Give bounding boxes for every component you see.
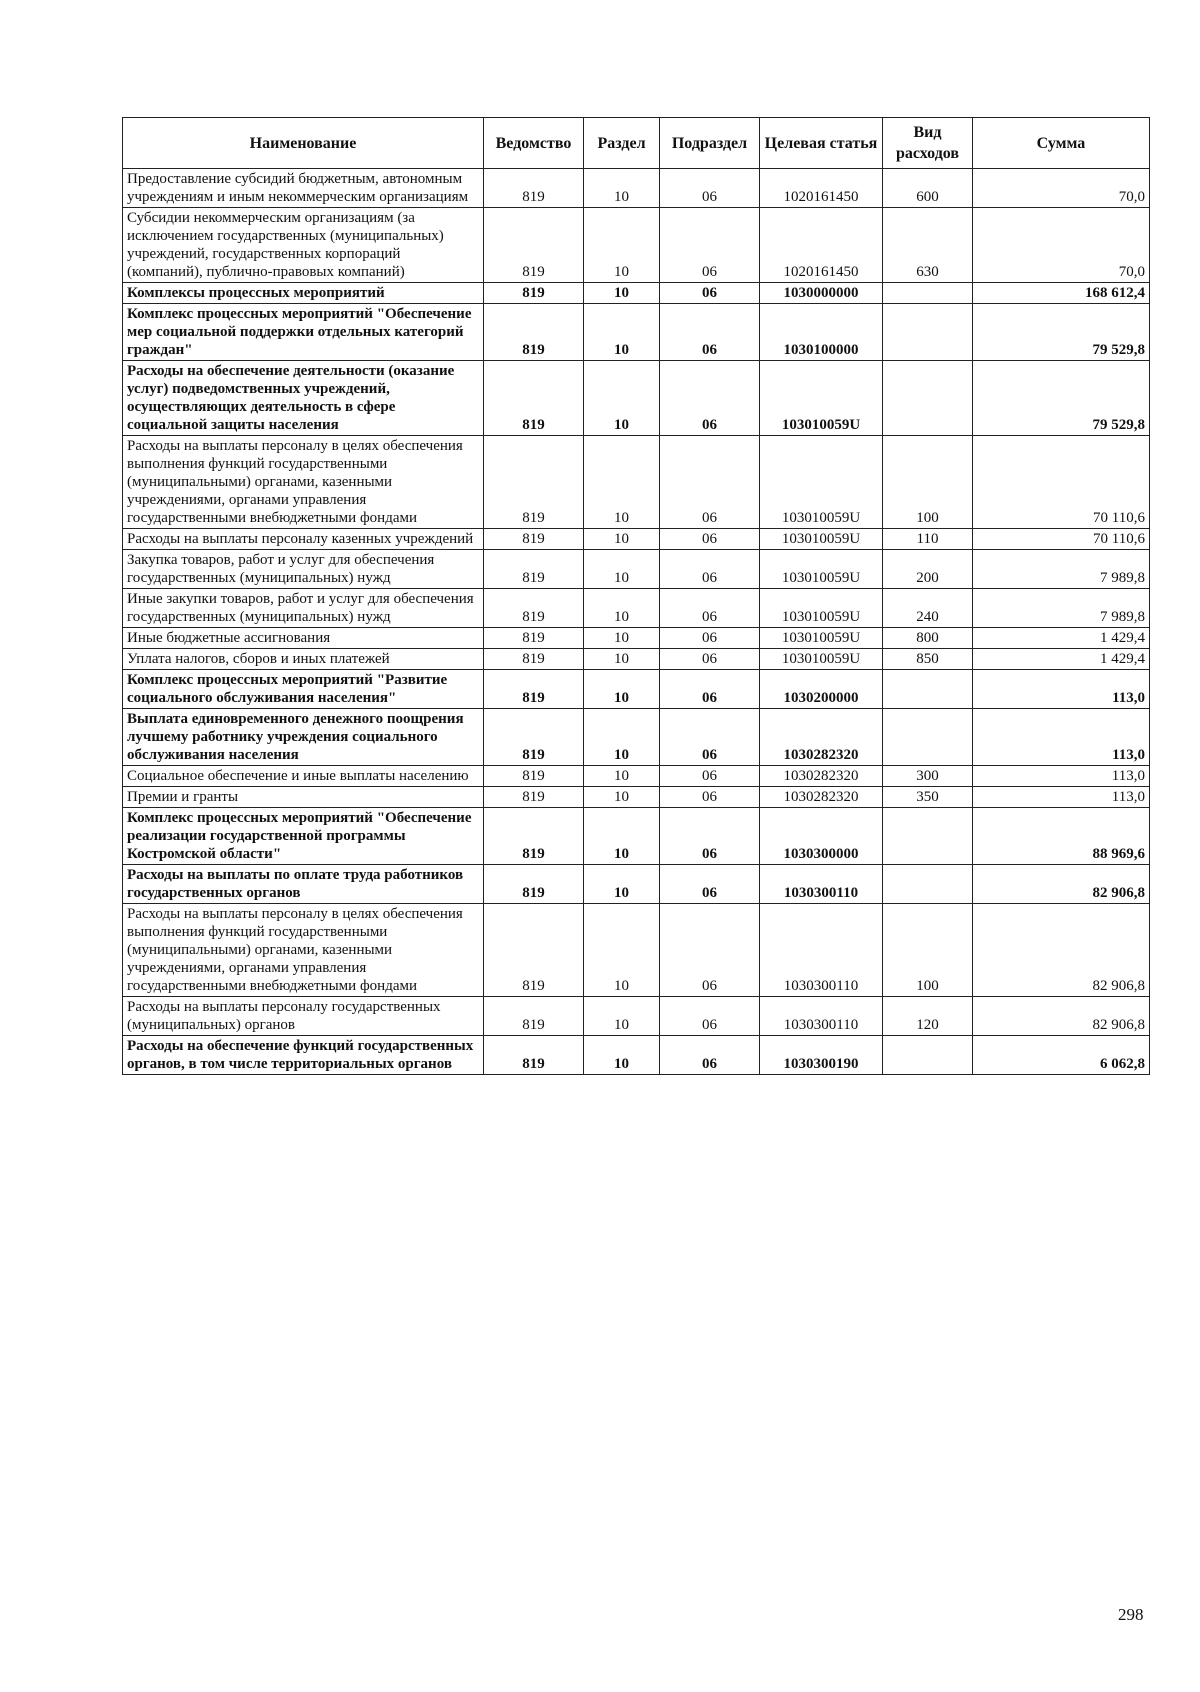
- cell-summa: 82 906,8: [973, 865, 1150, 904]
- cell-vid-raskhodov: 240: [883, 589, 973, 628]
- cell-vedomstvo: 819: [484, 169, 584, 208]
- budget-table: [122, 117, 1150, 1075]
- table-header-row: [123, 118, 1150, 169]
- cell-razdel: 10: [584, 808, 660, 865]
- cell-podrazdel: 06: [660, 670, 760, 709]
- header-summa: Сумма: [973, 118, 1150, 169]
- cell-vid-raskhodov: 600: [883, 169, 973, 208]
- cell-vid-raskhodov: 800: [883, 628, 973, 649]
- cell-name: Закупка товаров, работ и услуг для обеспечения государственных (муниципальных) нужд: [123, 550, 484, 589]
- cell-vid-raskhodov: 630: [883, 208, 973, 283]
- cell-razdel: 10: [584, 169, 660, 208]
- cell-name: Иные бюджетные ассигнования: [123, 628, 484, 649]
- cell-podrazdel: 06: [660, 361, 760, 436]
- cell-name: Премии и гранты: [123, 787, 484, 808]
- cell-name: Расходы на обеспечение деятельности (оказание услуг) подведомственных учреждений, осуществляющих деятельность в сфере социальной защиты населения: [123, 361, 484, 436]
- cell-podrazdel: 06: [660, 1036, 760, 1075]
- cell-vedomstvo: 819: [484, 589, 584, 628]
- header-tselevaya-statya: Целевая статья: [760, 118, 883, 169]
- cell-vedomstvo: 819: [484, 670, 584, 709]
- cell-tselevaya-statya: 103010059U: [760, 550, 883, 589]
- cell-summa: 70,0: [973, 208, 1150, 283]
- table-row: [123, 1036, 1150, 1075]
- cell-podrazdel: 06: [660, 766, 760, 787]
- cell-tselevaya-statya: 1030300110: [760, 904, 883, 997]
- cell-vedomstvo: 819: [484, 766, 584, 787]
- cell-tselevaya-statya: 1020161450: [760, 208, 883, 283]
- cell-summa: 82 906,8: [973, 904, 1150, 997]
- cell-razdel: 10: [584, 709, 660, 766]
- cell-summa: 70 110,6: [973, 529, 1150, 550]
- cell-vedomstvo: 819: [484, 787, 584, 808]
- cell-razdel: 10: [584, 361, 660, 436]
- cell-tselevaya-statya: 1030300000: [760, 808, 883, 865]
- cell-vedomstvo: 819: [484, 808, 584, 865]
- cell-summa: 79 529,8: [973, 304, 1150, 361]
- table-row: [123, 589, 1150, 628]
- cell-tselevaya-statya: 1020161450: [760, 169, 883, 208]
- cell-podrazdel: 06: [660, 865, 760, 904]
- cell-summa: 70,0: [973, 169, 1150, 208]
- cell-tselevaya-statya: 1030300190: [760, 1036, 883, 1075]
- cell-vid-raskhodov: 350: [883, 787, 973, 808]
- cell-tselevaya-statya: 103010059U: [760, 436, 883, 529]
- cell-summa: 168 612,4: [973, 283, 1150, 304]
- table-row: [123, 787, 1150, 808]
- cell-tselevaya-statya: 1030282320: [760, 709, 883, 766]
- cell-razdel: 10: [584, 304, 660, 361]
- cell-name: Комплекс процессных мероприятий "Развитие социального обслуживания населения": [123, 670, 484, 709]
- cell-tselevaya-statya: 1030000000: [760, 283, 883, 304]
- cell-tselevaya-statya: 1030282320: [760, 766, 883, 787]
- cell-summa: 88 969,6: [973, 808, 1150, 865]
- cell-summa: 79 529,8: [973, 361, 1150, 436]
- page-number: 298: [1118, 1605, 1144, 1624]
- table-row: [123, 808, 1150, 865]
- cell-podrazdel: 06: [660, 208, 760, 283]
- cell-vid-raskhodov: [883, 1036, 973, 1075]
- cell-vedomstvo: 819: [484, 529, 584, 550]
- cell-summa: 113,0: [973, 709, 1150, 766]
- cell-vid-raskhodov: [883, 283, 973, 304]
- table-row: [123, 283, 1150, 304]
- cell-name: Расходы на выплаты персоналу казенных учреждений: [123, 529, 484, 550]
- cell-name: Расходы на выплаты персоналу в целях обеспечения выполнения функций государственными (муниципальными) органами, казенными учреждениями, органами управления государственными внебюджетными фондами: [123, 904, 484, 997]
- table-row: [123, 670, 1150, 709]
- header-name: Наименование: [123, 118, 484, 169]
- cell-vedomstvo: 819: [484, 904, 584, 997]
- cell-name: Расходы на выплаты персоналу в целях обеспечения выполнения функций государственными (муниципальными) органами, казенными учреждениями, органами управления государственными внебюджетными фондами: [123, 436, 484, 529]
- cell-vid-raskhodov: [883, 808, 973, 865]
- cell-vedomstvo: 819: [484, 436, 584, 529]
- cell-vid-raskhodov: 200: [883, 550, 973, 589]
- cell-podrazdel: 06: [660, 628, 760, 649]
- table-row: [123, 628, 1150, 649]
- cell-name: Субсидии некоммерческим организациям (за исключением государственных (муниципальных) учреждений, государственных корпораций (компаний), публично-правовых компаний): [123, 208, 484, 283]
- cell-podrazdel: 06: [660, 787, 760, 808]
- cell-vedomstvo: 819: [484, 361, 584, 436]
- cell-vedomstvo: 819: [484, 550, 584, 589]
- cell-vedomstvo: 819: [484, 997, 584, 1036]
- cell-razdel: 10: [584, 628, 660, 649]
- table-row: [123, 766, 1150, 787]
- cell-vid-raskhodov: 100: [883, 436, 973, 529]
- cell-razdel: 10: [584, 436, 660, 529]
- cell-summa: 70 110,6: [973, 436, 1150, 529]
- cell-name: Уплата налогов, сборов и иных платежей: [123, 649, 484, 670]
- cell-podrazdel: 06: [660, 436, 760, 529]
- cell-name: Предоставление субсидий бюджетным, автономным учреждениям и иным некоммерческим организациям: [123, 169, 484, 208]
- header-vid-raskhodov: Вид расходов: [883, 118, 973, 169]
- cell-razdel: 10: [584, 649, 660, 670]
- cell-tselevaya-statya: 1030300110: [760, 865, 883, 904]
- cell-podrazdel: 06: [660, 283, 760, 304]
- table-row: [123, 865, 1150, 904]
- cell-name: Комплексы процессных мероприятий: [123, 283, 484, 304]
- cell-tselevaya-statya: 1030300110: [760, 997, 883, 1036]
- cell-summa: 7 989,8: [973, 550, 1150, 589]
- table-row: [123, 304, 1150, 361]
- cell-podrazdel: 06: [660, 808, 760, 865]
- cell-podrazdel: 06: [660, 997, 760, 1036]
- cell-vid-raskhodov: [883, 670, 973, 709]
- cell-vedomstvo: 819: [484, 649, 584, 670]
- table-row: [123, 169, 1150, 208]
- cell-podrazdel: 06: [660, 649, 760, 670]
- cell-summa: 113,0: [973, 670, 1150, 709]
- cell-razdel: 10: [584, 787, 660, 808]
- cell-summa: 1 429,4: [973, 628, 1150, 649]
- table-row: [123, 436, 1150, 529]
- cell-vedomstvo: 819: [484, 208, 584, 283]
- cell-tselevaya-statya: 103010059U: [760, 361, 883, 436]
- cell-podrazdel: 06: [660, 304, 760, 361]
- cell-razdel: 10: [584, 550, 660, 589]
- cell-summa: 113,0: [973, 766, 1150, 787]
- table-row: [123, 904, 1150, 997]
- cell-vid-raskhodov: 100: [883, 904, 973, 997]
- cell-razdel: 10: [584, 997, 660, 1036]
- cell-summa: 7 989,8: [973, 589, 1150, 628]
- header-vedomstvo: Ведомство: [484, 118, 584, 169]
- table-row: [123, 649, 1150, 670]
- cell-vedomstvo: 819: [484, 1036, 584, 1075]
- cell-vedomstvo: 819: [484, 865, 584, 904]
- cell-vid-raskhodov: 110: [883, 529, 973, 550]
- cell-podrazdel: 06: [660, 169, 760, 208]
- table-row: [123, 529, 1150, 550]
- cell-name: Социальное обеспечение и иные выплаты населению: [123, 766, 484, 787]
- cell-vid-raskhodov: 850: [883, 649, 973, 670]
- cell-razdel: 10: [584, 904, 660, 997]
- cell-tselevaya-statya: 103010059U: [760, 589, 883, 628]
- cell-razdel: 10: [584, 529, 660, 550]
- cell-summa: 1 429,4: [973, 649, 1150, 670]
- cell-summa: 113,0: [973, 787, 1150, 808]
- cell-vedomstvo: 819: [484, 628, 584, 649]
- cell-tselevaya-statya: 103010059U: [760, 628, 883, 649]
- cell-vedomstvo: 819: [484, 304, 584, 361]
- table-row: [123, 997, 1150, 1036]
- cell-razdel: 10: [584, 283, 660, 304]
- cell-vid-raskhodov: 300: [883, 766, 973, 787]
- cell-name: Расходы на выплаты персоналу государственных (муниципальных) органов: [123, 997, 484, 1036]
- cell-name: Выплата единовременного денежного поощрения лучшему работнику учреждения социального обслуживания населения: [123, 709, 484, 766]
- cell-name: Расходы на обеспечение функций государственных органов, в том числе территориальных органов: [123, 1036, 484, 1075]
- cell-razdel: 10: [584, 208, 660, 283]
- cell-razdel: 10: [584, 589, 660, 628]
- cell-podrazdel: 06: [660, 709, 760, 766]
- table-row: [123, 208, 1150, 283]
- cell-podrazdel: 06: [660, 529, 760, 550]
- cell-vedomstvo: 819: [484, 709, 584, 766]
- header-razdel: Раздел: [584, 118, 660, 169]
- cell-name: Комплекс процессных мероприятий "Обеспечение мер социальной поддержки отдельных категорий граждан": [123, 304, 484, 361]
- cell-vedomstvo: 819: [484, 283, 584, 304]
- cell-razdel: 10: [584, 670, 660, 709]
- cell-tselevaya-statya: 103010059U: [760, 529, 883, 550]
- cell-name: Иные закупки товаров, работ и услуг для обеспечения государственных (муниципальных) нужд: [123, 589, 484, 628]
- cell-podrazdel: 06: [660, 589, 760, 628]
- cell-tselevaya-statya: 103010059U: [760, 649, 883, 670]
- cell-vid-raskhodov: [883, 304, 973, 361]
- cell-summa: 82 906,8: [973, 997, 1150, 1036]
- cell-razdel: 10: [584, 1036, 660, 1075]
- cell-razdel: 10: [584, 865, 660, 904]
- cell-vid-raskhodov: [883, 709, 973, 766]
- cell-tselevaya-statya: 1030100000: [760, 304, 883, 361]
- cell-podrazdel: 06: [660, 550, 760, 589]
- cell-podrazdel: 06: [660, 904, 760, 997]
- table-row: [123, 361, 1150, 436]
- cell-razdel: 10: [584, 766, 660, 787]
- table-row: [123, 709, 1150, 766]
- cell-summa: 6 062,8: [973, 1036, 1150, 1075]
- table-body: [123, 169, 1150, 1075]
- cell-vid-raskhodov: [883, 865, 973, 904]
- cell-name: Комплекс процессных мероприятий "Обеспечение реализации государственной программы Костромской области": [123, 808, 484, 865]
- cell-vid-raskhodov: [883, 361, 973, 436]
- cell-tselevaya-statya: 1030282320: [760, 787, 883, 808]
- table-row: [123, 550, 1150, 589]
- cell-vid-raskhodov: 120: [883, 997, 973, 1036]
- header-podrazdel: Подраздел: [660, 118, 760, 169]
- cell-name: Расходы на выплаты по оплате труда работников государственных органов: [123, 865, 484, 904]
- cell-tselevaya-statya: 1030200000: [760, 670, 883, 709]
